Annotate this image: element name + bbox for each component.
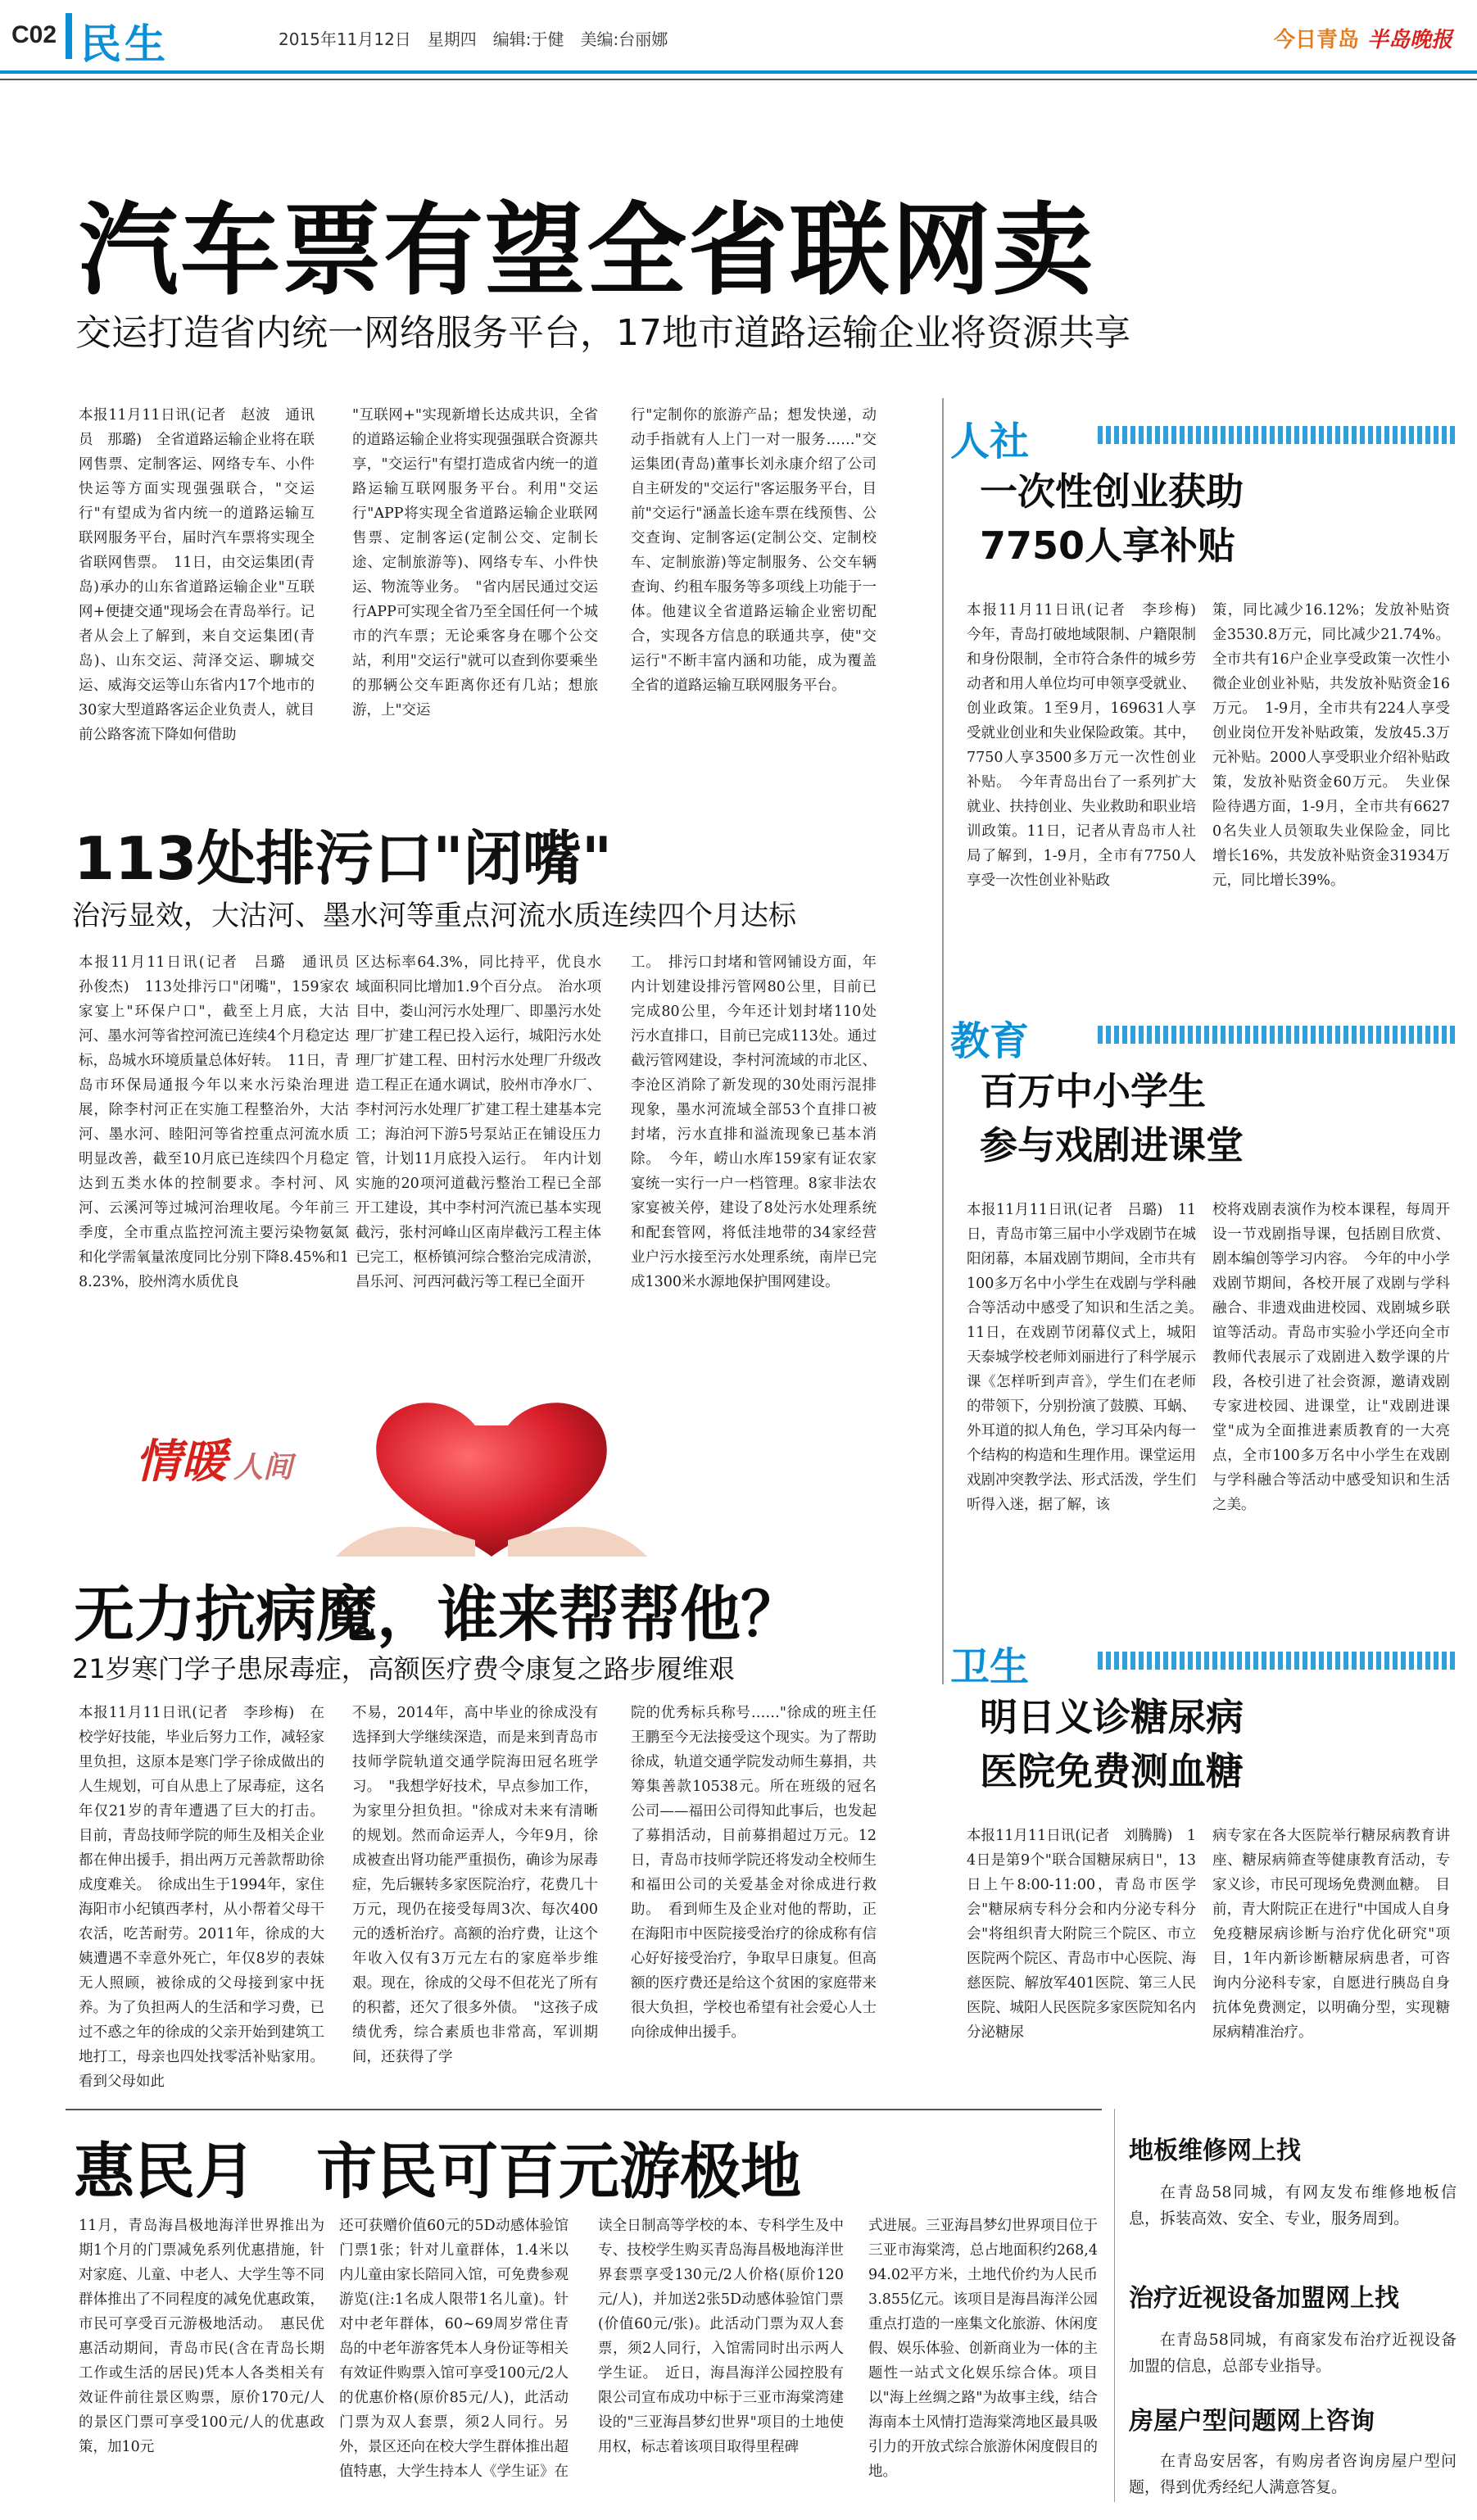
help-headline: 无力抗病魔，谁来帮帮他？ xyxy=(74,1580,801,1650)
briefs-divider xyxy=(1114,2109,1115,2502)
health-col-2: 病专家在各大医院举行糖尿病教育讲座、糖尿病筛查等健康教育活动，专家义诊，市民可现场免费测血糖。 目前，青大附院正在进行"中国成人自身免疫糖尿病诊断与治疗优化研究"项目，1年内新诊断糖尿病患者，可咨询内分泌科专家，自愿进行胰岛自身抗体免费测定，以明确分型，实现糖尿病精准治疗。 xyxy=(1212,1828,1450,2041)
edu-tag: 教育 xyxy=(950,1018,1030,1064)
lead-col-3: 行"定制你的旅游产品；想发快递，动动手指就有人上门一对一服务……"交运集团(青岛)董事长刘永康介绍了公司自主研发的"交运行"客运服务平台，目前"交运行"涵盖长途车票在线预售、公交查询、定制客运(定制公交、定制校车、定制旅游)等定制服务、公交车辆查询、约租车服务等多项线上功能于一体。他建议全省道路运输企业密切配合，实现各方信息的联通共享，使"交运行"不断丰富内涵和功能，成为覆盖全省的道路运输互联网服务平台。 xyxy=(631,407,877,694)
brief-2-text: 在青岛58同城，有商家发布治疗近视设备加盟的信息，总部专业指导。 xyxy=(1129,2331,1457,2375)
tour-headline: 惠民月 市民可百元游极地 xyxy=(74,2137,801,2207)
tour-col-4: 式进展。三亚海昌梦幻世界项目位于三亚市海棠湾，总占地面积约268,494.02平方米，土地代价约为人民币3.855亿元。该项目是海昌海洋公园重点打造的一座集文化旅游、休闲度假、娱乐体验、创新商业为一体的主题性一站式文化娱乐综合体。项目以"海上丝绸之路"为故事主线，结合海南本土风情打造海棠湾地区最具吸引力的开放式综合旅游休闲度假目的地。 xyxy=(868,2218,1098,2480)
section-title: 民生 xyxy=(80,20,169,68)
brief-1-title: 地板维修网上找 xyxy=(1129,2137,1301,2165)
brief-3-title: 房屋户型问题网上咨询 xyxy=(1129,2407,1375,2436)
social-tag: 人社 xyxy=(950,419,1030,465)
lead-col-1: 本报11月11日讯(记者 赵波 通讯员 那璐) 全省道路运输企业将在联网售票、定制客运、网络专车、小件快运等方面实现强强联合，"交运行"有望成为省内统一的道路运输互联网服务平台，届时汽车票将实现全省联网售票。 11日，由交运集团(青岛)承办的山东省道路运输企业"互联网+便捷交通"现场会在青岛举行。记者从会上了解到，来自交运集团(青岛)、山东交运、菏泽交运、聊城交运、威海交运等山东省内17个地市的30家大型道路客运企业负责人，就目前公路客流下降如何借助 xyxy=(79,407,315,743)
bottom-rule xyxy=(66,2109,1102,2110)
edu-col-1: 本报11月11日讯(记者 吕璐) 11日，青岛市第三届中小学戏剧节在城阳闭幕，本届戏剧节期间，全市共有100多万名中小学生在戏剧与学科融合等活动中感受了知识和生活之美。 11日，在戏剧节闭幕仪式上，城阳天泰城学校老师刘丽进行了科学展示课《怎样听到声音》，学生们在老师的带领下，分别扮演了鼓膜、耳蜗、外耳道的拟人角色，学习耳朵内每一个结构的构造和生理作用。课堂运用戏剧冲突教学法、形式活泼，学生们听得入迷，据了解，该 xyxy=(967,1202,1196,1513)
edu-title-line2: 参与戏剧进课堂 xyxy=(980,1123,1244,1167)
help-subhead: 21岁寒门学子患尿毒症，高额医疗费令康复之路步履维艰 xyxy=(72,1653,735,1684)
edition-label: 今日青岛 xyxy=(1273,28,1359,52)
sewage-subhead: 治污显效，大沽河、墨水河等重点河流水质连续四个月达标 xyxy=(72,900,796,932)
sewage-col-3: 工。 排污口封堵和管网铺设方面，年内计划建设排污管网80公里，目前已完成80公里，今年还计划封堵110处污水直排口，目前已完成113处。通过截污管网建设，李村河流域的市北区、李沧区消除了新发现的30处雨污混排现象，墨水河流域全部53个直排口被封堵，污水直排和溢流现象已基本消除。 今年，崂山水库159家有证农家宴统一实行一户一档管理。8家非法农家宴被关停，建设了8处污水处理系统和配套管网，将低洼地带的34家经营业户污水接至污水处理系统，南岸已完成1300米水源地保护围网建设。 xyxy=(631,954,877,1290)
health-col-1: 本报11月11日讯(记者 刘腾腾) 14日是第9个"联合国糖尿病日"，13日上午8:00-11:00，青岛市医学会"糖尿病专科分会和内分泌专科分会"将组织青大附院三个院区、市立医院两个院区、青岛市中心医院、海慈医院、解放军401医院、第三人民医院、城阳人民医院多家医院知名内分泌糖尿 xyxy=(967,1828,1196,2041)
brand-logo: 半岛晚报 xyxy=(1366,28,1452,52)
health-tag-bar xyxy=(1098,1652,1458,1670)
edu-tag-bar xyxy=(1098,1026,1458,1044)
column-stamp xyxy=(135,1425,292,1491)
section-marker xyxy=(66,13,72,59)
social-title-line2: 7750人享补贴 xyxy=(980,523,1236,568)
brief-1-text: 在青岛58同城，有网友发布维修地板信息，拆装高效、安全、专业，服务周到。 xyxy=(1129,2183,1457,2228)
header-rule xyxy=(0,70,1477,74)
lead-col-2: "互联网+"实现新增长达成共识，全省的道路运输企业将实现强强联合资源共享，"交运行"有望打造成省内统一的道路运输互联网服务平台。利用"交运行"APP将实现全省道路运输企业联网售票、定制客运(定制公交、定制长途、定制旅游等)、网络专车、小件快运、物流等业务。 "省内居民通过交运行APP可实现全省乃至全国任何一个城市的汽车票；无论乘客身在哪个公交站，利用"交运行"就可以查到你要乘坐的那辆公交车距离你还有几站；想旅游，上"交运 xyxy=(352,407,598,718)
stamp-tail: 人间 xyxy=(233,1450,293,1484)
help-col-3: 院的优秀标兵称号……"徐成的班主任王鹏至今无法接受这个现实。为了帮助徐成，轨道交通学院发动师生募捐，共筹集善款10538元。所在班级的冠名公司——福田公司得知此事后，也发起了募捐活动，目前募捐超过万元。12日，青岛市技师学院还将发动全校师生和福田公司的关爱基金对徐成进行救助。 看到师生及企业对他的帮助，正在海阳市中医院接受治疗的徐成称有信心好好接受治疗，争取早日康复。但高额的医疗费还是给这个贫困的家庭带来很大负担，学校也希望有社会爱心人士向徐成伸出援手。 xyxy=(631,1705,877,2041)
social-col-2: 策，同比减少16.12%；发放补贴资金3530.8万元，同比减少21.74%。全市共有16户企业享受政策一次性小微企业创业补贴，共发放补贴资金16万元。 1-9月，全市共有224人享受创业岗位开发补贴政策，发放45.3万元补贴。2000人享受职业介绍补贴政策，发放补贴资金60万元。 失业保险待遇方面，1-9月，全市共有66270名失业人员领取失业保险金，同比增长16%，共发放补贴资金31934万元，同比增长39%。 xyxy=(1212,602,1450,889)
sewage-col-2: 区达标率64.3%，同比持平，优良水域面积同比增加1.9个百分点。 治水项目中，娄山河污水处理厂、即墨污水处理厂扩建工程已投入运行，城阳污水处理厂扩建工程、田村污水处理厂升级改造工程正在通水调试，胶州市净水厂、李村河污水处理厂扩建工程土建基本完工；海泊河下游5号泵站正在铺设压力管，计划11月底投入运行。 年内计划实施的20项河道截污整治工程已全部开工建设，其中李村河汽流已基本实现截污，张村河峰山区南岸截污工程主体已完工，枢桥镇河综合整治完成清淤，昌乐河、河西河截污等工程已全面开 xyxy=(356,954,601,1290)
health-title-line2: 医院免费测血糖 xyxy=(980,1749,1244,1793)
social-tag-bar xyxy=(1098,426,1458,444)
tour-col-2: 还可获赠价值60元的5D动感体验馆门票1张；针对儿童群体，1.4米以内儿童由家长陪同入馆，可免费参观游览(注:1名成人限带1名儿童)。针对中老年群体，60~69周岁常住青岛的中老年游客凭本人身份证等相关有效证件购票入馆可享受100元/2人的优惠价格(原价85元/人)，此活动门票为双人套票，须2人同行。另外，景区还向在校大学生群体推出超值特惠，大学生持本人《学生证》在 xyxy=(339,2218,569,2480)
help-col-1: 本报11月11日讯(记者 李珍梅) 在校学好技能，毕业后努力工作，减轻家里负担，这原本是寒门学子徐成做出的人生规划，可自从患上了尿毒症，这名年仅21岁的青年遭遇了巨大的打击。目前，青岛技师学院的师生及相关企业都在伸出援手，捐出两万元善款帮助徐成度难关。 徐成出生于1994年，家住海阳市小纪镇西孝村，从小帮着父母干农活，吃苦耐劳。2011年，徐成的大姨遭遇不幸意外死亡，年仅8岁的表妹无人照顾，被徐成的父母接到家中抚养。为了负担两人的生活和学习费，已过不惑之年的徐成的父亲开始到建筑工地打工，母亲也四处找零活补贴家用。看到父母如此 xyxy=(79,1705,324,2090)
tour-col-3: 读全日制高等学校的本、专科学生及中专、技校学生购买青岛海昌极地海洋世界套票享受130元/2人价格(原价120元/人)，并加送2张5D动感体验馆门票(价值60元/张)。此活动门票为双人套票，须2人同行，入馆需同时出示两人学生证。 近日，海昌海洋公园控股有限公司宣布成功中标于三亚市海棠湾建设的"三亚海昌梦幻世界"项目的土地使用权，标志着该项目取得里程碑 xyxy=(598,2218,844,2455)
header-rule-thin xyxy=(0,79,1477,80)
sewage-col-1: 本报11月11日讯(记者 吕璐 通讯员 孙俊杰) 113处排污口"闭嘴"，159家农家宴上"环保户口"，截至上月底，大沽河、墨水河等省控河流已连续4个月稳定达标，岛城水环境质量总体好转。 11日，青岛市环保局通报今年以来水污染治理进展，除李村河正在实施工程整治外，大沽河、墨水河、睦阳河等省控重点河流水质明显改善，截至10月底已连续四个月稳定达到五类水体的控制要求。李村河、风河、云溪河等过城河治理收尾。今年前三季度，全市重点监控河流主要污染物氨氮和化学需氧量浓度同比分别下降8.45%和18.23%，胶州湾水质优良 xyxy=(79,954,349,1290)
social-col-1: 本报11月11日讯(记者 李珍梅) 今年，青岛打破地域限制、户籍限制和身份限制，全市符合条件的城乡劳动者和用人单位均可申领享受就业、创业政策。1至9月，169631人享受就业创业和失业保险政策。其中，7750人享3500多万元一次性创业补贴。 今年青岛出台了一系列扩大就业、扶持创业、失业救助和职业培训政策。11日，记者从青岛市人社局了解到，1-9月，全市有7750人享受一次性创业补贴政 xyxy=(967,602,1196,889)
sewage-headline: 113处排污口"闭嘴" xyxy=(74,824,613,893)
social-title-line1: 一次性创业获助 xyxy=(980,469,1244,514)
stamp-text: 情暖 xyxy=(135,1434,227,1489)
issue-meta: 2015年11月12日 星期四 编辑:于健 美编:台丽娜 xyxy=(279,29,668,49)
health-tag: 卫生 xyxy=(950,1644,1030,1690)
health-title-line1: 明日义诊糖尿病 xyxy=(980,1695,1244,1739)
lead-headline: 汽车票有望全省联网卖 xyxy=(79,193,1094,309)
sidebar-divider xyxy=(942,398,944,1684)
brief-2-title: 治疗近视设备加盟网上找 xyxy=(1129,2284,1399,2313)
edu-title-line1: 百万中小学生 xyxy=(980,1069,1206,1113)
masthead xyxy=(1274,23,1452,53)
brief-3-text: 在青岛安居客，有购房者咨询房屋户型问题，得到优秀经纪人满意答复。 xyxy=(1129,2452,1457,2496)
tour-col-1: 11月，青岛海昌极地海洋世界推出为期1个月的门票减免系列优惠措施，针对家庭、儿童、中老人、大学生等不同群体推出了不同程度的减免优惠政策，市民可享受百元游极地活动。 惠民优惠活动期间，青岛市民(含在青岛长期工作或生活的居民)凭本人各类相关有效证件前往景区购票，原价170元/人的景区门票可享受100元/人的优惠政策，加10元 xyxy=(79,2218,324,2455)
edu-col-2: 校将戏剧表演作为校本课程，每周开设一节戏剧指导课，包括剧目欣赏、剧本编创等学习内容。 今年的中小学戏剧节期间，各校开展了戏剧与学科融合、非遗戏曲进校园、戏剧城乡联谊等活动。青岛市实验小学还向全市教师代表展示了戏剧进入数学课的片段，各校引进了社会资源，邀请戏剧专家进校园、进课堂，让"戏剧进课堂"成为全面推进素质教育的一大亮点，全市100多万名中小学生在戏剧与学科融合等活动中感受知识和生活之美。 xyxy=(1212,1202,1450,1513)
lead-subhead: 交运打造省内统一网络服务平台，17地市道路运输企业将资源共享 xyxy=(75,312,1130,354)
help-col-2: 不易，2014年，高中毕业的徐成没有选择到大学继续深造，而是来到青岛市技师学院轨道交通学院海田冠名班学习。 "我想学好技术，早点参加工作，为家里分担负担。"徐成对未来有清晰的规划。然而命运弄人，今年9月，徐成被查出肾功能严重损伤，确诊为尿毒症，先后辗转多家医院治疗，花费几十万元，现仍在接受每周3次、每次400元的透析治疗。高额的治疗费，让这个年收入仅有3万元左右的家庭举步维艰。现在，徐成的父母不但花光了所有的积蓄，还欠了很多外债。 "这孩子成绩优秀，综合素质也非常高，军训期间，还获得了学 xyxy=(352,1705,598,2065)
page-number: C02 xyxy=(11,21,57,48)
